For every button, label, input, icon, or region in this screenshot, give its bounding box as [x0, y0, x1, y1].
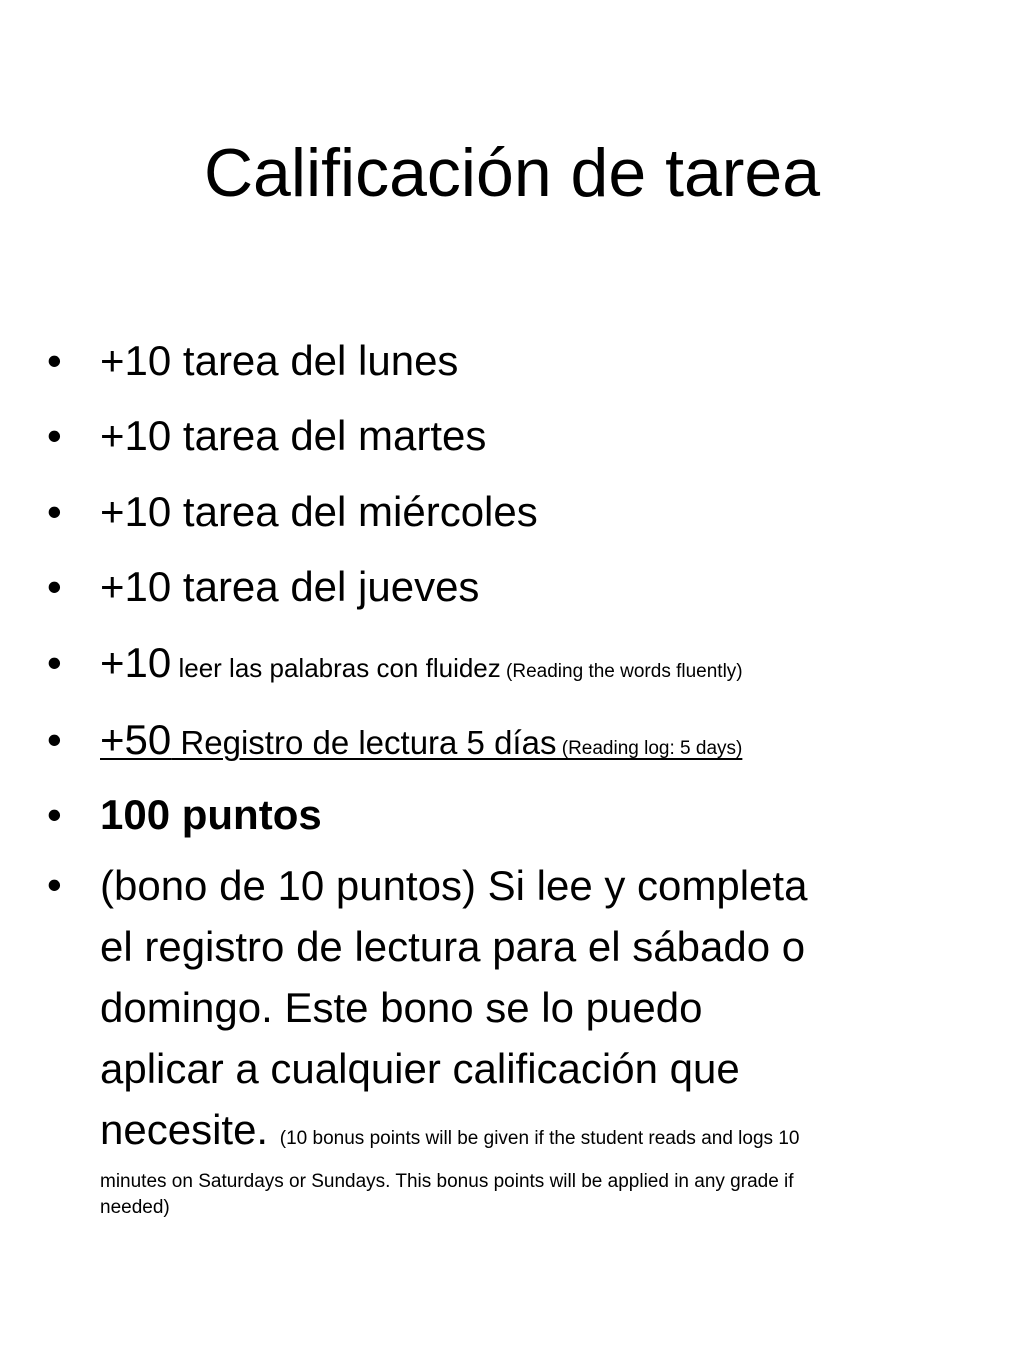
- bonus-translation: (10 bonus points will be given if the student reads and logs 10: [279, 1128, 800, 1149]
- bullet-dot: •: [47, 861, 62, 908]
- item-description: leer las palabras con fluidez: [171, 653, 501, 683]
- bonus-translation: minutes on Saturdays or Sundays. This bonus points will be applied in any grade if: [100, 1171, 794, 1192]
- item-text: +10 tarea del jueves: [100, 563, 480, 610]
- bonus-text: [100, 855, 980, 1221]
- item-text: 100 puntos: [100, 791, 322, 838]
- bonus-translation: needed): [100, 1197, 170, 1218]
- item-text: +10 tarea del miércoles: [100, 488, 538, 535]
- item-text: +10 tarea del lunes: [100, 337, 459, 384]
- bullet-dot: •: [47, 488, 62, 535]
- item-text: +10 tarea del martes: [100, 412, 487, 459]
- bullet-dot: •: [47, 563, 62, 610]
- bullet-dot: •: [47, 337, 62, 384]
- item-description: Registro de lectura 5 días: [171, 724, 557, 761]
- item-translation: (Reading log: 5 days): [556, 738, 743, 759]
- item-text: [100, 710, 742, 779]
- item-points: +10: [100, 639, 172, 686]
- bonus-line: (bono de 10 puntos) Si lee y completa: [100, 862, 808, 909]
- bullet-dot: •: [47, 791, 62, 838]
- bonus-line: el registro de lectura para el sábado o: [100, 923, 806, 970]
- bullet-dot: •: [47, 716, 62, 763]
- bonus-line: domingo. Este bono se lo puedo: [100, 984, 703, 1031]
- bonus-line: aplicar a cualquier calificación que: [100, 1045, 740, 1092]
- bonus-line-text: necesite.: [100, 1106, 269, 1153]
- item-text: [100, 633, 743, 702]
- item-points: +50: [100, 716, 172, 763]
- item-translation: (Reading the words fluently): [500, 661, 743, 682]
- bullet-dot: •: [47, 639, 62, 686]
- slide-title: Calificación de tarea: [203, 135, 821, 211]
- bullet-dot: •: [47, 412, 62, 459]
- bonus-line-last: [100, 1099, 980, 1169]
